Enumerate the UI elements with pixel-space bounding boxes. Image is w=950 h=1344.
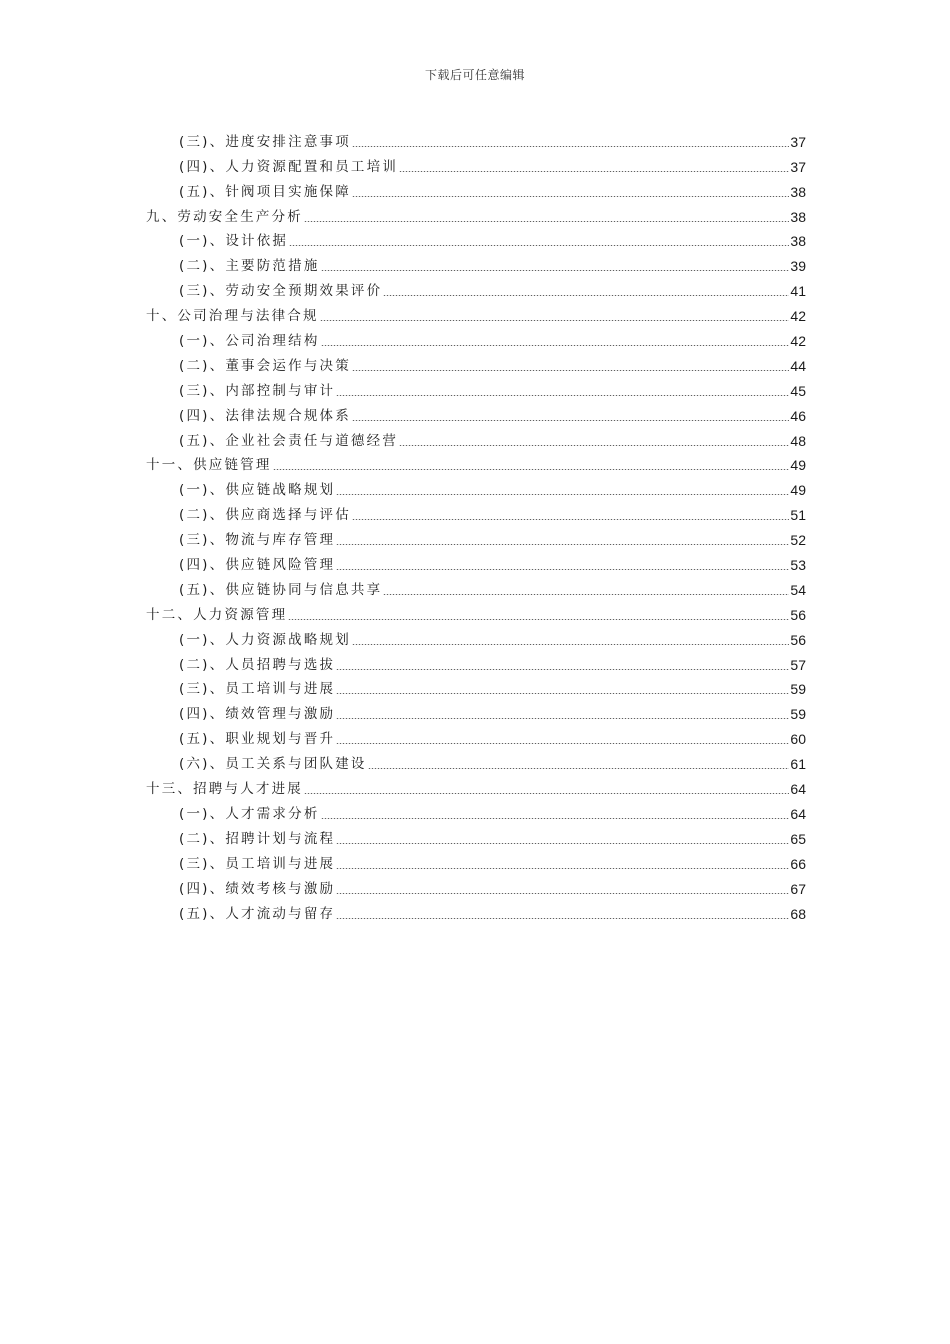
- toc-dot-leader: [352, 370, 789, 371]
- toc-dot-leader: [304, 793, 789, 794]
- toc-entry-title: (三)、物流与库存管理: [179, 532, 336, 549]
- toc-page-number: 57: [790, 656, 806, 673]
- toc-page-number: 68: [790, 905, 806, 922]
- toc-page-number: 46: [790, 407, 806, 424]
- toc-section-entry[interactable]: [146, 400, 806, 425]
- table-of-contents: [146, 126, 806, 923]
- toc-dot-leader: [336, 569, 789, 570]
- toc-dot-leader: [336, 843, 789, 844]
- toc-page-number: 52: [790, 532, 806, 549]
- toc-page-number: 37: [790, 158, 806, 175]
- toc-dot-leader: [336, 693, 789, 694]
- page-header: 下载后可任意编辑: [424, 68, 525, 82]
- toc-page-number: 48: [790, 432, 806, 449]
- toc-chapter-entry[interactable]: [146, 773, 806, 798]
- toc-entry-title: 十一、供应链管理: [146, 457, 272, 474]
- toc-entry-title: (一)、供应链战略规划: [179, 482, 336, 499]
- toc-page-number: 56: [790, 606, 806, 623]
- toc-entry-title: (四)、绩效管理与激励: [179, 706, 336, 723]
- toc-entry-title: (一)、公司治理结构: [179, 333, 320, 350]
- toc-entry-title: (二)、董事会运作与决策: [179, 357, 351, 374]
- toc-section-entry[interactable]: [146, 624, 806, 649]
- toc-section-entry[interactable]: [146, 674, 806, 699]
- toc-entry-title: 十三、招聘与人才进展: [146, 781, 303, 798]
- toc-entry-title: (五)、人才流动与留存: [179, 905, 336, 922]
- toc-dot-leader: [304, 221, 789, 222]
- toc-entry-title: (四)、人力资源配置和员工培训: [179, 158, 399, 175]
- toc-page-number: 44: [790, 357, 806, 374]
- toc-entry-title: (三)、劳动安全预期效果评价: [179, 283, 383, 300]
- toc-section-entry[interactable]: [146, 848, 806, 873]
- toc-section-entry[interactable]: [146, 549, 806, 574]
- toc-section-entry[interactable]: [146, 748, 806, 773]
- toc-dot-leader: [336, 718, 789, 719]
- toc-entry-title: 十二、人力资源管理: [146, 606, 288, 623]
- toc-entry-title: (二)、供应商选择与评估: [179, 507, 351, 524]
- toc-page-number: 37: [790, 133, 806, 150]
- toc-dot-leader: [336, 494, 789, 495]
- toc-page-number: 61: [790, 756, 806, 773]
- toc-entry-title: (四)、法律法规合规体系: [179, 407, 351, 424]
- toc-dot-leader: [336, 743, 789, 744]
- toc-entry-title: (五)、供应链协同与信息共享: [179, 581, 383, 598]
- toc-section-entry[interactable]: [146, 350, 806, 375]
- toc-dot-leader: [399, 171, 789, 172]
- toc-dot-leader: [273, 469, 790, 470]
- toc-dot-leader: [321, 818, 790, 819]
- toc-section-entry[interactable]: [146, 275, 806, 300]
- toc-section-entry[interactable]: [146, 873, 806, 898]
- toc-dot-leader: [336, 395, 789, 396]
- toc-section-entry[interactable]: [146, 798, 806, 823]
- toc-chapter-entry[interactable]: [146, 201, 806, 226]
- toc-entry-title: (五)、职业规划与晋升: [179, 731, 336, 748]
- toc-page-number: 59: [790, 681, 806, 698]
- toc-section-entry[interactable]: [146, 649, 806, 674]
- toc-page-number: 38: [790, 233, 806, 250]
- toc-dot-leader: [321, 345, 790, 346]
- toc-section-entry[interactable]: [146, 126, 806, 151]
- toc-entry-title: (四)、绩效考核与激励: [179, 880, 336, 897]
- toc-entry-title: (二)、招聘计划与流程: [179, 830, 336, 847]
- toc-dot-leader: [289, 245, 789, 246]
- toc-page-number: 42: [790, 333, 806, 350]
- toc-dot-leader: [321, 270, 790, 271]
- toc-dot-leader: [352, 146, 789, 147]
- toc-entry-title: (五)、针阀项目实施保障: [179, 183, 351, 200]
- toc-section-entry[interactable]: [146, 151, 806, 176]
- toc-dot-leader: [352, 519, 789, 520]
- toc-page-number: 38: [790, 183, 806, 200]
- toc-entry-title: 九、劳动安全生产分析: [146, 208, 303, 225]
- toc-section-entry[interactable]: [146, 375, 806, 400]
- toc-page-number: 56: [790, 631, 806, 648]
- toc-entry-title: (六)、员工关系与团队建设: [179, 756, 367, 773]
- toc-section-entry[interactable]: [146, 574, 806, 599]
- toc-chapter-entry[interactable]: [146, 300, 806, 325]
- toc-page-number: 60: [790, 731, 806, 748]
- toc-page-number: 65: [790, 830, 806, 847]
- toc-page-number: 53: [790, 557, 806, 574]
- toc-entry-title: (一)、人才需求分析: [179, 805, 320, 822]
- toc-page-number: 51: [790, 507, 806, 524]
- toc-section-entry[interactable]: [146, 325, 806, 350]
- toc-dot-leader: [336, 868, 789, 869]
- toc-dot-leader: [368, 768, 790, 769]
- toc-page-number: 39: [790, 258, 806, 275]
- toc-section-entry[interactable]: [146, 474, 806, 499]
- toc-section-entry[interactable]: [146, 524, 806, 549]
- toc-dot-leader: [352, 644, 789, 645]
- toc-section-entry[interactable]: [146, 176, 806, 201]
- toc-entry-title: (二)、人员招聘与选拔: [179, 656, 336, 673]
- toc-section-entry[interactable]: [146, 898, 806, 923]
- toc-page-number: 41: [790, 283, 806, 300]
- toc-entry-title: (三)、员工培训与进展: [179, 855, 336, 872]
- toc-dot-leader: [336, 544, 789, 545]
- toc-page-number: 67: [790, 880, 806, 897]
- toc-dot-leader: [399, 445, 789, 446]
- toc-page-number: 49: [790, 457, 806, 474]
- toc-entry-title: (三)、员工培训与进展: [179, 681, 336, 698]
- toc-section-entry[interactable]: [146, 425, 806, 450]
- toc-dot-leader: [336, 893, 789, 894]
- toc-page-number: 42: [790, 308, 806, 325]
- toc-dot-leader: [352, 196, 789, 197]
- toc-chapter-entry[interactable]: [146, 599, 806, 624]
- toc-dot-leader: [383, 594, 789, 595]
- toc-page-number: 64: [790, 781, 806, 798]
- toc-entry-title: (二)、主要防范措施: [179, 258, 320, 275]
- toc-entry-title: (四)、供应链风险管理: [179, 557, 336, 574]
- toc-dot-leader: [383, 295, 789, 296]
- toc-section-entry[interactable]: [146, 226, 806, 251]
- toc-entry-title: 十、公司治理与法律合规: [146, 308, 319, 325]
- toc-dot-leader: [336, 918, 789, 919]
- toc-entry-title: (三)、进度安排注意事项: [179, 133, 351, 150]
- toc-entry-title: (五)、企业社会责任与道德经营: [179, 432, 399, 449]
- toc-entry-title: (三)、内部控制与审计: [179, 382, 336, 399]
- toc-page-number: 66: [790, 855, 806, 872]
- toc-page-number: 49: [790, 482, 806, 499]
- toc-page-number: 38: [790, 208, 806, 225]
- toc-section-entry[interactable]: [146, 723, 806, 748]
- toc-section-entry[interactable]: [146, 250, 806, 275]
- toc-page-number: 64: [790, 805, 806, 822]
- toc-entry-title: (一)、人力资源战略规划: [179, 631, 351, 648]
- toc-dot-leader: [320, 320, 790, 321]
- toc-entry-title: (一)、设计依据: [179, 233, 289, 250]
- toc-dot-leader: [352, 420, 789, 421]
- toc-dot-leader: [336, 669, 789, 670]
- toc-page-number: 54: [790, 581, 806, 598]
- toc-chapter-entry[interactable]: [146, 450, 806, 475]
- toc-section-entry[interactable]: [146, 698, 806, 723]
- toc-page-number: 45: [790, 382, 806, 399]
- toc-section-entry[interactable]: [146, 499, 806, 524]
- toc-section-entry[interactable]: [146, 823, 806, 848]
- toc-page-number: 59: [790, 706, 806, 723]
- toc-dot-leader: [288, 619, 789, 620]
